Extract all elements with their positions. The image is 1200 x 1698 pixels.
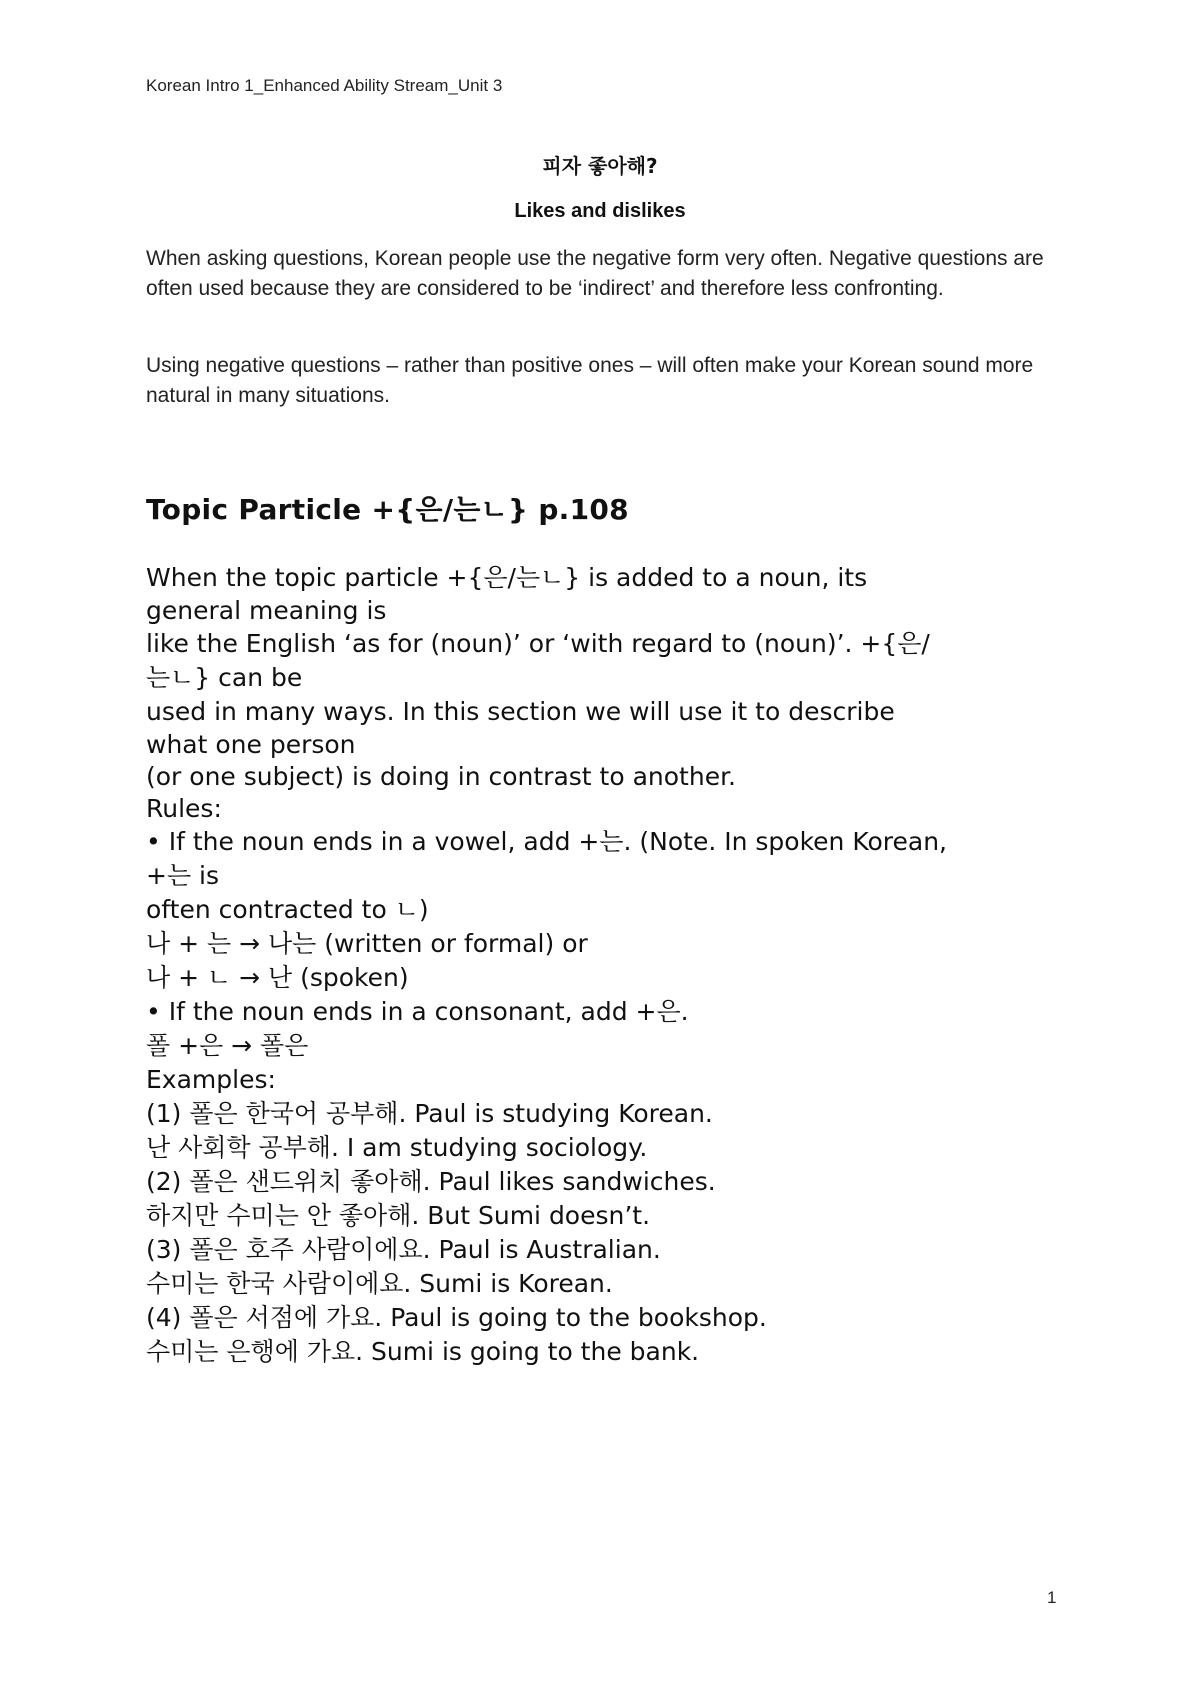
rule-item: • If the noun ends in a consonant, add +은. [146, 997, 689, 1026]
section-body [146, 561, 1076, 1369]
example-line: (1) 폴은 한국어 공부해. Paul is studying Korean. [146, 1099, 713, 1128]
example-line: 나 + ㄴ → 난 (spoken) [146, 963, 409, 992]
example-line: 폴 +은 → 폴은 [146, 1031, 309, 1060]
running-header: Korean Intro 1_Enhanced Ability Stream_Unit 3 [146, 76, 503, 95]
example-line: 나 + 는 → 나는 (written or formal) or [146, 929, 588, 958]
title-korean: 피자 좋아해? [542, 154, 658, 178]
page-number: 1 [1047, 1588, 1057, 1607]
body-line: like the English ‘as for (noun)’ or ‘with regard to (noun)’. +{은/ [146, 629, 930, 658]
example-line: (2) 폴은 샌드위치 좋아해. Paul likes sandwiches. [146, 1167, 716, 1196]
example-line: (4) 폴은 서점에 가요. Paul is going to the bookshop. [146, 1303, 767, 1332]
body-line: Rules: [146, 794, 222, 823]
body-line: general meaning is [146, 596, 387, 625]
body-line: used in many ways. In this section we will use it to describe [146, 697, 895, 726]
rule-item: • If the noun ends in a vowel, add +는. (Note. In spoken Korean, [146, 827, 947, 856]
example-line: 난 사회학 공부해. I am studying sociology. [146, 1133, 648, 1162]
body-line: (or one subject) is doing in contrast to another. [146, 762, 737, 791]
body-line: Examples: [146, 1065, 276, 1094]
example-line: 하지만 수미는 안 좋아해. But Sumi doesn’t. [146, 1201, 651, 1230]
body-line: often contracted to ㄴ) [146, 895, 429, 924]
example-line: (3) 폴은 호주 사람이에요. Paul is Australian. [146, 1235, 661, 1264]
section-heading: Topic Particle +{은/는ㄴ} p.108 [146, 493, 629, 526]
body-line: +는 is [146, 861, 220, 890]
example-line: 수미는 은행에 가요. Sumi is going to the bank. [146, 1337, 700, 1366]
title-english: Likes and dislikes [514, 200, 686, 222]
body-line: what one person [146, 730, 356, 759]
body-line: 는ㄴ} can be [146, 663, 303, 692]
intro-paragraph: When asking questions, Korean people use the negative form very often. Negative questions are often used because they are considered to be ‘indirect’ and therefore less confronting. [146, 247, 1044, 300]
intro-paragraph: Using negative questions – rather than positive ones – will often make your Korean sound more natural in many situations. [146, 354, 1034, 407]
example-line: 수미는 한국 사람이에요. Sumi is Korean. [146, 1269, 613, 1298]
body-line: When the topic particle +{은/는ㄴ} is added to a noun, its [146, 563, 868, 592]
